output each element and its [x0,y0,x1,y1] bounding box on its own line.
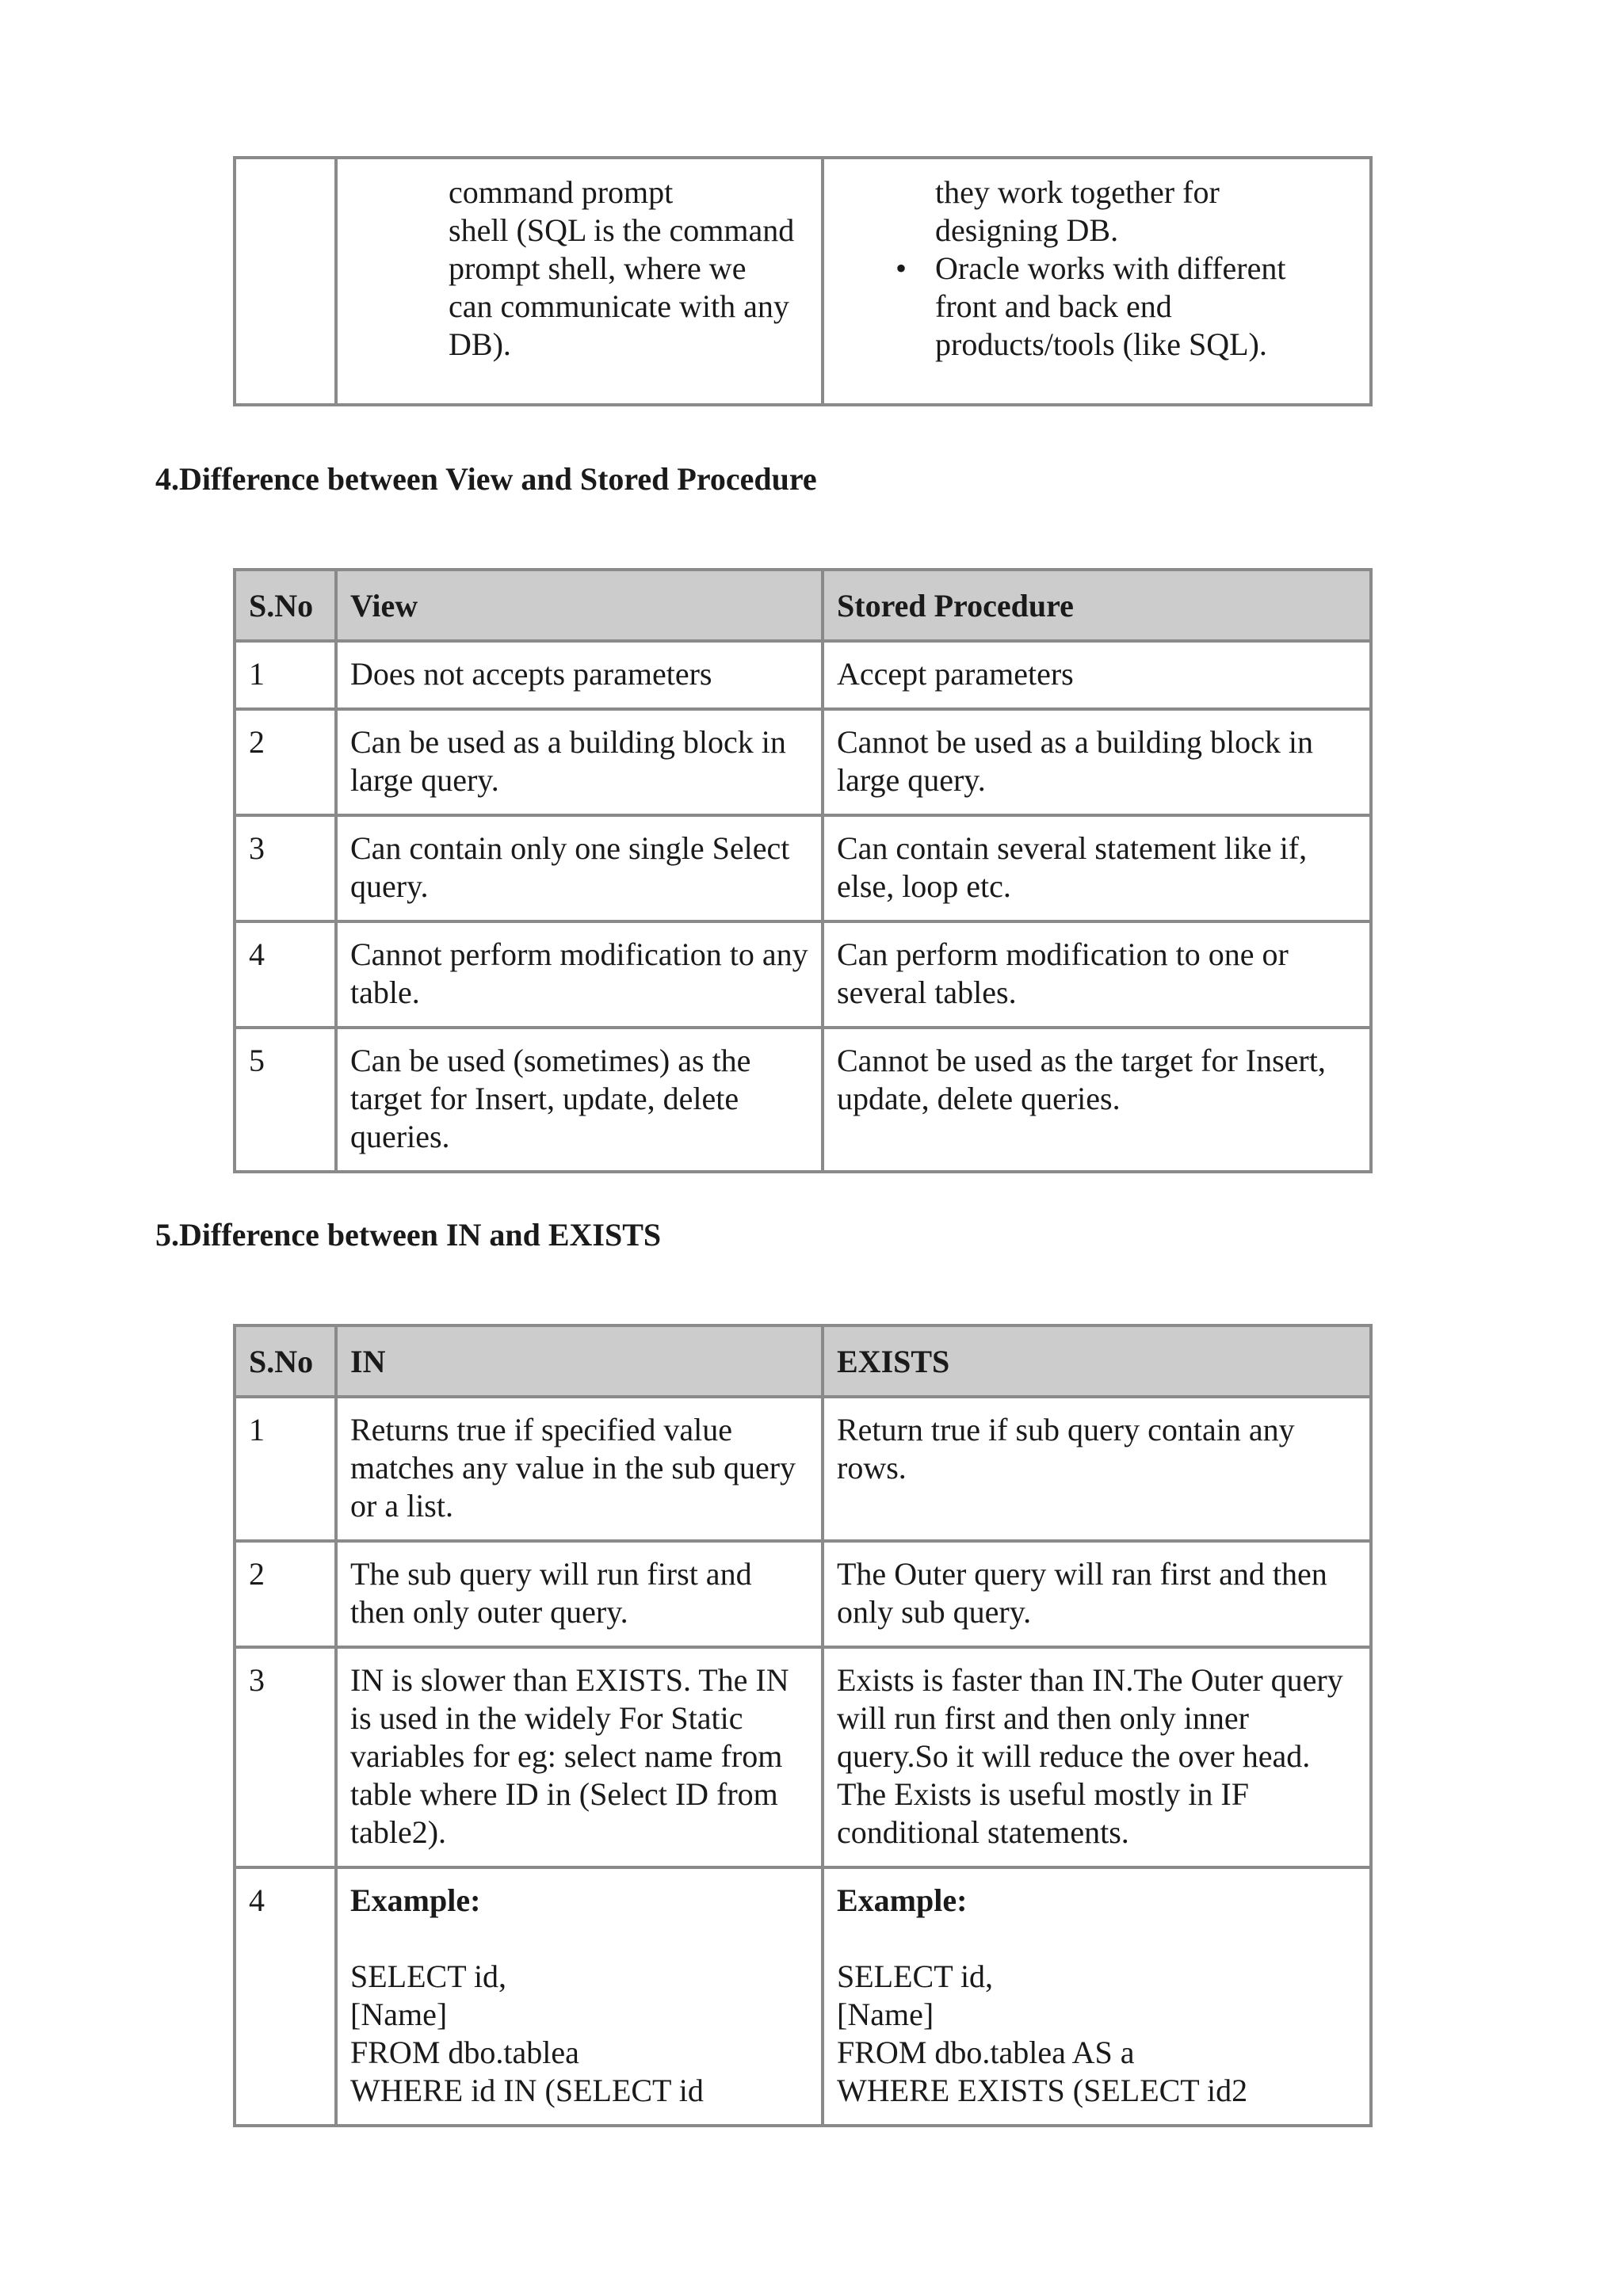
table-row [235,1541,1371,1647]
code-line: SELECT id, [350,1958,507,1994]
exists-cell: The Outer query will ran first and then only sub query. [823,1541,1371,1647]
spacer [837,1920,1357,1958]
view-cell: Can contain only one single Select query. [336,815,823,921]
cell-line: DB). [449,326,511,362]
view-cell: Cannot perform modification to any table. [336,921,823,1028]
code-line: WHERE id IN (SELECT id [350,2073,704,2108]
code-line: WHERE EXISTS (SELECT id2 [837,2073,1248,2108]
exists-cell: Return true if sub query contain any rows. [823,1397,1371,1541]
in-cell: IN is slower than EXISTS. The IN is used in the widely For Static variables for eg: select name from table where ID in (Select ID from table2). [336,1647,823,1867]
procedure-cell: Accept parameters [823,641,1371,709]
table-row [235,815,1371,921]
row-number: 4 [235,1867,336,2126]
list-item: products/tools (like SQL). [935,326,1267,362]
code-line: FROM dbo.tablea AS a [837,2035,1135,2070]
code-line: [Name] [350,1997,448,2032]
column-header: EXISTS [823,1325,1371,1397]
list-item-bulleted: • Oracle works with different [935,250,1357,288]
in-example-cell [336,1867,823,2126]
row-number: 4 [235,921,336,1028]
table-row [235,1397,1371,1541]
view-cell: Can be used as a building block in large query. [336,709,823,815]
view-vs-procedure-table [233,568,1373,1173]
row-number: 3 [235,1647,336,1867]
table-header-row [235,1325,1371,1397]
code-line: FROM dbo.tablea [350,2035,579,2070]
section-heading-view-vs-procedure: 4.Difference between View and Stored Procedure [155,461,817,497]
table-cell-text [336,158,823,405]
table-row [235,158,1371,405]
example-label: Example: [837,1882,968,1918]
column-header: IN [336,1325,823,1397]
exists-cell: Exists is faster than IN.The Outer query will run first and then only inner query.So it will reduce the over head. The Exists is useful mostly in IF conditional statements. [823,1647,1371,1867]
row-number: 3 [235,815,336,921]
table-row [235,921,1371,1028]
cell-line: shell (SQL is the command [449,212,795,248]
table-row [235,641,1371,709]
row-number: 2 [235,709,336,815]
table-row [235,1867,1371,2126]
table-cell-text [823,158,1371,405]
row-number: 1 [235,641,336,709]
exists-example-cell [823,1867,1371,2126]
column-header: Stored Procedure [823,570,1371,641]
row-number: 1 [235,1397,336,1541]
row-number: 5 [235,1028,336,1172]
table-row [235,1028,1371,1172]
procedure-cell: Can contain several statement like if, else, loop etc. [823,815,1371,921]
continuation-table [233,156,1373,406]
table-header-row [235,570,1371,641]
list-item: designing DB. [935,212,1119,248]
code-line: [Name] [837,1997,934,2032]
spacer [350,1920,808,1958]
procedure-cell: Cannot be used as a building block in large query. [823,709,1371,815]
cell-line: prompt shell, where we [449,250,747,286]
list-item: they work together for [935,174,1220,210]
procedure-cell: Can perform modification to one or several tables. [823,921,1371,1028]
procedure-cell: Cannot be used as the target for Insert, update, delete queries. [823,1028,1371,1172]
row-number: 2 [235,1541,336,1647]
table-row [235,709,1371,815]
table-row [235,1647,1371,1867]
column-header: S.No [235,1325,336,1397]
view-cell: Can be used (sometimes) as the target for Insert, update, delete queries. [336,1028,823,1172]
example-label: Example: [350,1882,481,1918]
cell-line: command prompt [449,174,674,210]
table-cell-number [235,158,336,405]
bullet-list [824,174,1357,364]
in-vs-exists-table [233,1324,1373,2127]
cell-line: can communicate with any [449,288,789,324]
in-cell: The sub query will run first and then only outer query. [336,1541,823,1647]
section-heading-in-vs-exists: 5.Difference between IN and EXISTS [155,1217,662,1253]
list-item: front and back end [935,288,1172,324]
column-header: S.No [235,570,336,641]
view-cell: Does not accepts parameters [336,641,823,709]
column-header: View [336,570,823,641]
in-cell: Returns true if specified value matches any value in the sub query or a list. [336,1397,823,1541]
code-line: SELECT id, [837,1958,994,1994]
